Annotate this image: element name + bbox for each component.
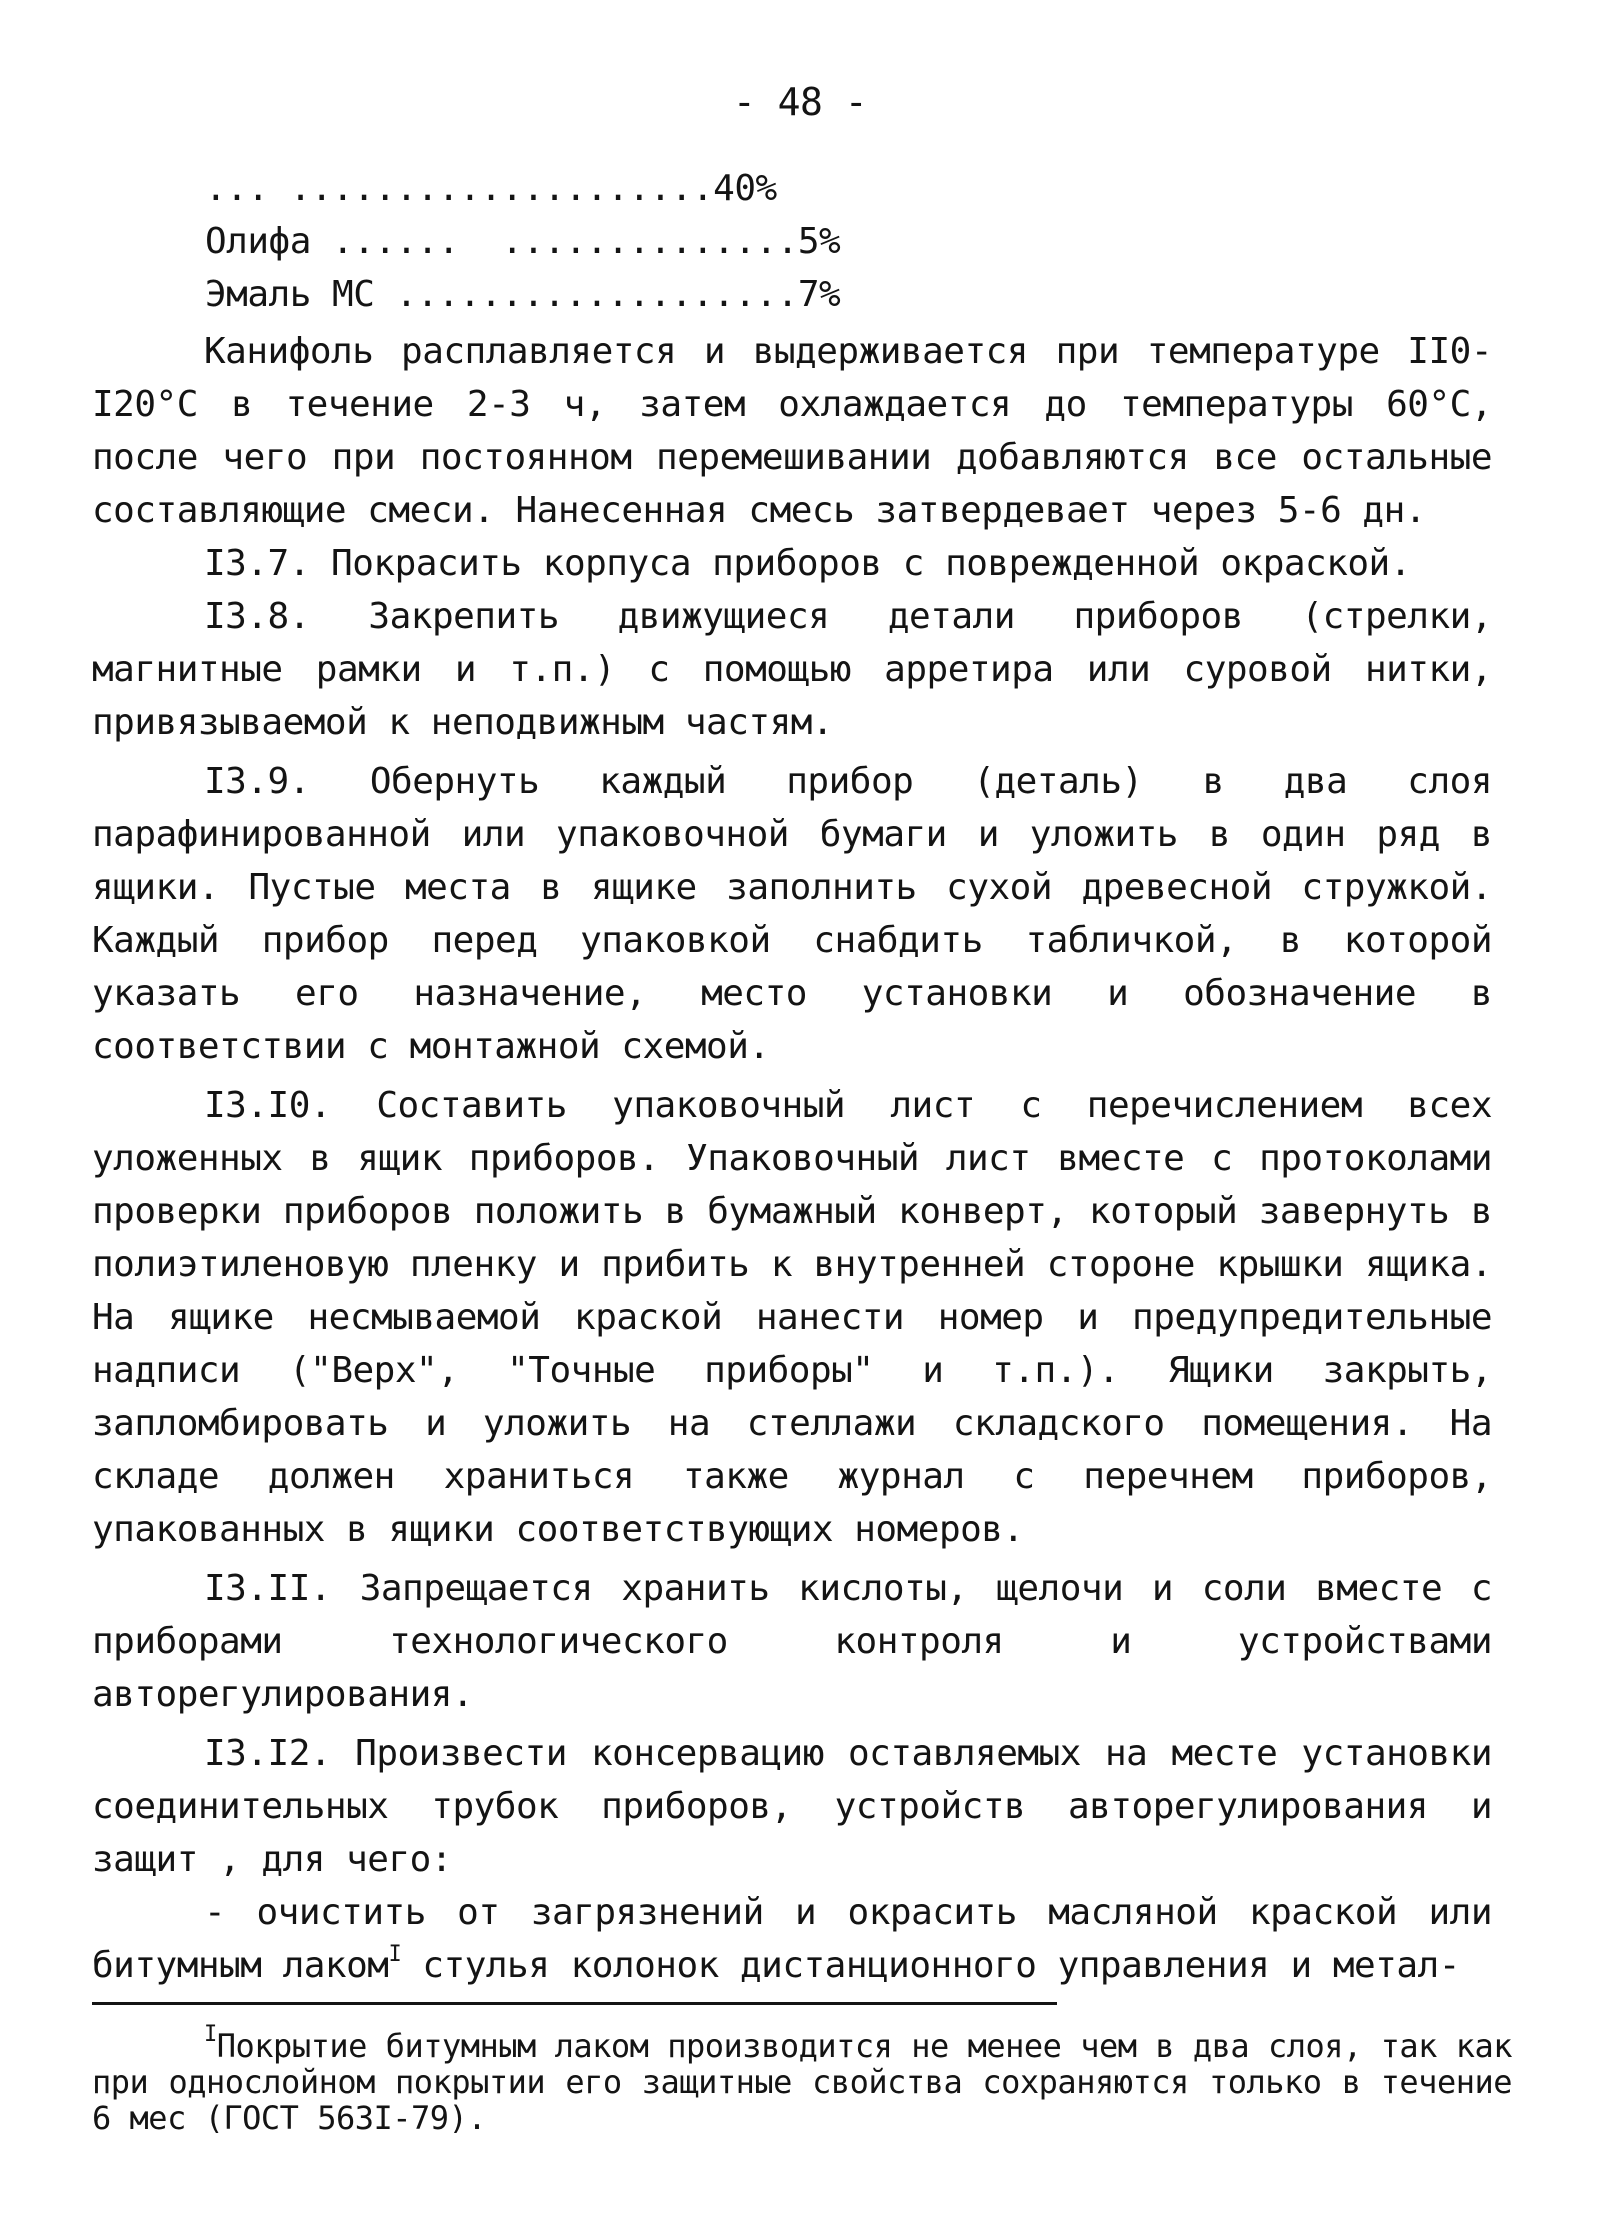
bullet-item bbox=[92, 1886, 1492, 1992]
footnote-reference: I bbox=[388, 1942, 402, 1967]
recipe-line-olifa: Олифа ...... ..............5% bbox=[205, 221, 841, 262]
paragraph-13-8: I3.8. Закрепить движущиеся детали приборов (стрелки, магнитные рамки и т.п.) с помощью арретира или суровой нитки, привязываемой к неподвижным частям. bbox=[92, 596, 1492, 743]
footnote-text: Покрытие битумным лаком производится не менее чем в два слоя, так как при однослойном покрытии его защитные свойства сохраняются только в течение 6 мес (ГОСТ 563I-79). bbox=[92, 2027, 1512, 2137]
bullet-text-end: стулья колонок дистанционного управления и метал- bbox=[401, 1945, 1460, 1986]
footnote-separator bbox=[92, 2002, 1057, 2005]
paragraph-13-12: I3.I2. Произвести консервацию оставляемых на месте установки соединительных трубок приборов, устройств авторегулирования и защит , для чего: bbox=[92, 1733, 1492, 1880]
paragraph-rosin: Канифоль расплавляется и выдерживается при температуре II0-I20°С в течение 2-3 ч, затем охлаждается до температуры 60°С, после чего при постоянном перемешивании добавляются все остальные составляющие смеси. Нанесенная смесь затвердевает через 5-6 дн. bbox=[92, 331, 1492, 531]
paragraph-13-11: I3.II. Запрещается хранить кислоты, щелочи и соли вместе с приборами технологического контроля и устройствами авторегулирования. bbox=[92, 1568, 1492, 1715]
recipe-line-emal: Эмаль МС ...................7% bbox=[205, 274, 841, 315]
paragraph-13-7: I3.7. Покрасить корпуса приборов с поврежденной окраской. bbox=[204, 543, 1411, 584]
footnote bbox=[92, 2022, 1512, 2137]
recipe-line-1: ... ....................40% bbox=[205, 168, 777, 209]
footnote-marker: I bbox=[204, 2022, 217, 2047]
paragraph-13-9: I3.9. Обернуть каждый прибор (деталь) в два слоя парафинированной или упаковочной бумаги и уложить в один ряд в ящики. Пустые места в ящике заполнить сухой древесной стружкой. Каждый прибор перед упаковкой снабдить табличкой, в которой указать его назначение, место установки и обозначение в соответствии с монтажной схемой. bbox=[92, 761, 1492, 1067]
page-number: - 48 - bbox=[732, 80, 868, 124]
bullet-text-start: - очистить от загрязнений и окрасить масляной краской или битумным лаком bbox=[92, 1892, 1492, 1986]
paragraph-13-10: I3.I0. Составить упаковочный лист с перечислением всех уложенных в ящик приборов. Упаковочный лист вместе с протоколами проверки приборов положить в бумажный конверт, который завернуть в полиэтиленовую пленку и прибить к внутренней стороне крышки ящика. На ящике несмываемой краской нанести номер и предупредительные надписи ("Верх", "Точные приборы" и т.п.). Ящики закрыть, запломбировать и уложить на стеллажи складского помещения. На складе должен храниться также журнал с перечнем приборов, упакованных в ящики соответствующих номеров. bbox=[92, 1085, 1492, 1550]
body-text bbox=[92, 325, 1492, 1992]
